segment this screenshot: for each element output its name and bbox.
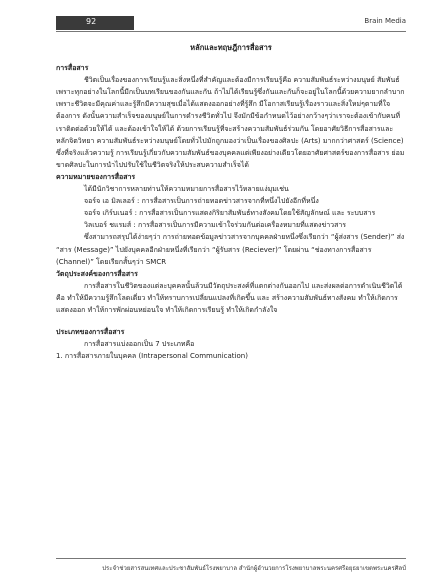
header-divider xyxy=(56,31,406,32)
header-brand: Brain Media xyxy=(364,17,406,25)
definition-gerbner: จอร์จ เกิร์บเนอร์ : การสื่อสารเป็นการแสดงกิริยาสัมพันธ์ทางสังคมโดยใช้สัญลักษณ์ และ ระบบสาร xyxy=(84,209,376,218)
types-intro: การสื่อสารแบ่งออกเป็น 7 ประเภทคือ xyxy=(84,340,195,349)
footer-divider xyxy=(56,558,406,559)
section-heading-definition: ความหมายของการสื่อสาร xyxy=(56,172,136,181)
page-content xyxy=(56,42,406,362)
definition-schramm: วิลเบอร์ ชแรมส์ : การสื่อสารเป็นการมีความเข้าใจร่วมกันต่อเครื่องหมายที่แสดงข่าวสาร xyxy=(84,221,347,230)
definition-summary: ซึ่งสามารถสรุปได้ง่ายๆว่า การถ่ายทอดข้อมูลข่าวสารจากบุคคลฝ่ายหนึ่งซึ่งเรียกว่า “ผู้ส่งสาร (Sender)” ส่ง “สาร (Message)” ไปยังบุคคลอีกฝ่ายหนึ่งที่เรียกว่า “ผู้รับสาร (Reciever)” โดยผ่าน “ช่องทางการสื่อสาร (Channel)” โดยเรียกสั้นๆว่า SMCR xyxy=(56,233,405,266)
page-title: หลักและทฤษฎีการสื่อสาร xyxy=(190,43,272,52)
section-heading-types: ประเภทของการสื่อสาร xyxy=(56,328,125,337)
section-heading-communication: การสื่อสาร xyxy=(56,64,89,73)
definition-miller: จอร์จ เอ มิลเลอร์ : การสื่อสารเป็นการถ่ายทอดข่าวสารจากที่หนึ่งไปยังอีกที่หนึ่ง xyxy=(84,197,319,206)
definition-intro: ได้มีนักวิชาการหลายท่านให้ความหมายการสื่อสารไว้หลายแง่มุมเช่น xyxy=(84,185,289,194)
purpose-paragraph: การสื่อสารในชีวิตของแต่ละบุคคลนั้นล้วนมีวัตถุประสงค์ที่แตกต่างกันออกไป และส่งผลต่อการดำเนินชีวิตได้คือ ทำให้มีความรู้สึกโลดเดี่ยว ทำให้ทราบการเปลี่ยนแปลงที่เกิดขึ้น และ สร้างความสัมพันธ์ทางสังคม ทำให้เกิดการแสดงออก ทำให้การพักผ่อนหย่อนใจ ทำให้เกิดการเรียนรู้ ทำให้เกิดกำลังใจ xyxy=(56,281,403,314)
section-heading-purpose: วัตถุประสงค์ของการสื่อสาร xyxy=(56,269,138,278)
section-gap xyxy=(56,316,406,326)
types-item-1: 1. การสื่อสารภายในบุคคล (Intrapersonal Communication) xyxy=(56,352,248,361)
page-number: 92 xyxy=(86,17,97,26)
footer-text: ประจำช่วยสารสนเทศและประชาสัมพันธ์โรงพยาบาล สำนักผู้อำนวยการโรงพยาบาลพระนครศรีอยุธยาเขตพระนครศิลป์ xyxy=(102,565,406,572)
communication-paragraph: ชีวิตเป็นเรื่องของการเรียนรู้และสิ่งหนึ่งที่สำคัญและต้องมีการเรียนรู้คือ ความสัมพันธ์ระหว่างมนุษย์ สัมพันธ์ เพราะทุกอย่างในโลกนี้มีกเป็นบทเรียนของกันและกัน ถ้าไม่ได้เรียนรู้ซึ่งกันและกันก็จะอยู่ในโลกนี้ด้วยความยากลำบาก เพราะชีวิตจะมีคุณค่าและรู้สึกมีความสุขเมื่อได้แสดงออกอย่างที่รู้สึก มีโอกาสเรียนรู้เรื่องราวและสิ่งใหม่ๆตามที่ใจต้องการ ดังนั้นความสำเร็จของมนุษย์ในการดำรงชีวิตทั่วไป จึงมักมีข้อกำหนดไว้อย่างกว้างๆว่าเราจะต้องเข้ากับคนที่เราติดต่อด้วยให้ได้ และต้องเข้าใจให้ได้ ด้วยการเรียนรู้ที่จะสร้างความสัมพันธ์ร่วมกัน โดยอาศัยวิธีการสื่อสารและหลักจิตวิทยา ความสัมพันธ์ระหว่างมนุษย์โดยทั่วไปมักถูกมองว่าเป็นเรื่องของศิลปะ (Arts) มากกว่าศาสตร์ (Science) ซึ่งที่จริงแล้วความรู้ การเรียนรู้เกี่ยวกับความสัมพันธ์ของบุคคลแต่เพียงอย่างเดียวโดยอาศัยศาสตร์ของการสื่อสาร ย่อมขาดศิลปะในการนำไปปรับใช้ในชีวิตจริงให้ประสบความสำเร็จได้ xyxy=(56,76,405,169)
